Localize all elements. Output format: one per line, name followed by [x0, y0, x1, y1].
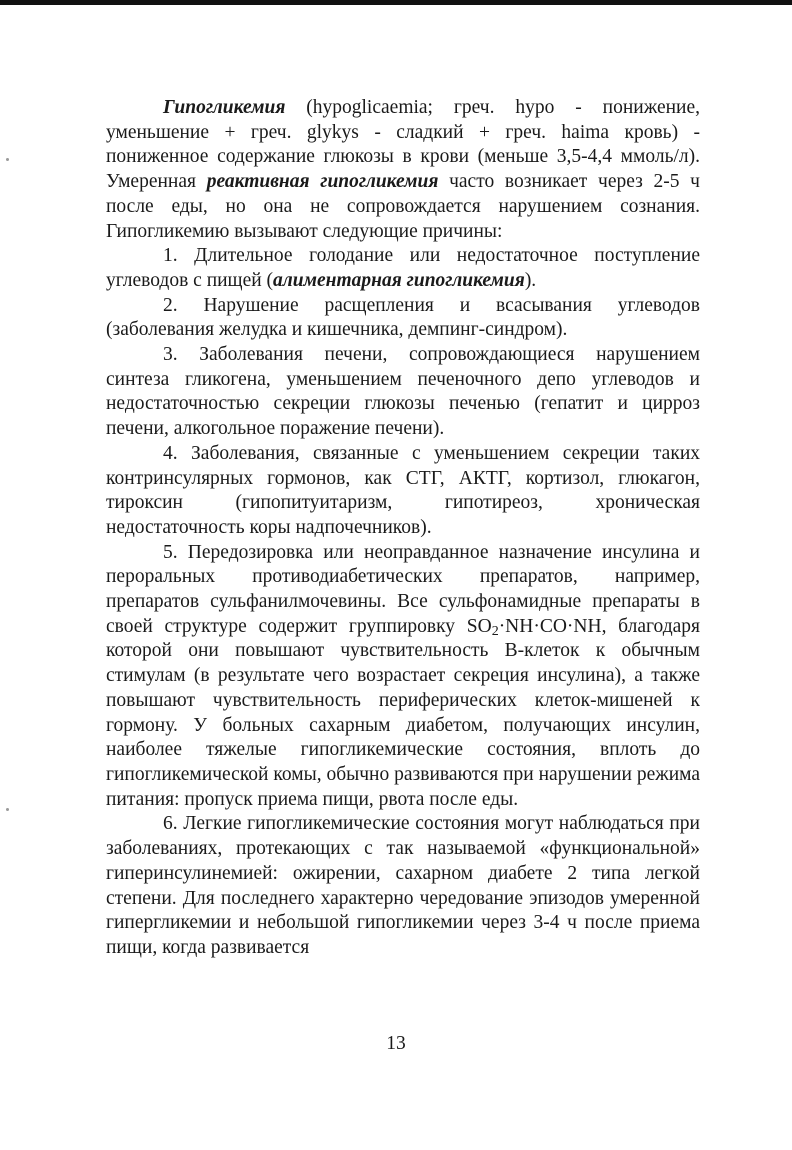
cause-item-4: 4. Заболевания, связанные с уменьшением секреции таких контринсулярных гормонов, как СТГ, АКТГ, кортизол, глюкагон, тироксин (гипопитуитаризм, гипотиреоз, хроническая недостаточность коры надпочечников). — [106, 442, 700, 538]
intro-text-2: часто возникает через 2-5 ч после еды, но она не сопровождается нарушением сознания. Гипогликемию вызывают следующие причины: — [106, 171, 700, 242]
cause-5-text-b: ·NH·CO·NH, благодаря которой они повышают чувствительность В-клеток к обычным стимулам (в результате чего возрастает секреция инсулина), а также повышают чувствительность периферических клеток-мишеней к гормону. У больных сахарным диабетом, получающих инсулин, наиболее тяжелые гипогликемические состояния, вплоть до гипогликемической комы, обычно развиваются при нарушении режима питания: пропуск приема пищи, рвота после еды. — [106, 615, 700, 810]
margin-speck — [6, 808, 9, 811]
margin-speck — [6, 158, 9, 161]
cause-item-6: 6. Легкие гипогликемические состояния могут наблюдаться при заболеваниях, протекающих с так называемой «функциональной» гиперинсулинемией: ожирении, сахарном диабете 2 типа легкой степени. Для последнего характерно чередование эпизодов умеренной гипергликемии и небольшой гипогликемии через 3-4 ч после приема пищи, когда развивается — [106, 813, 700, 958]
cause-1-text: 1. Длительное голодание или недостаточное поступление углеводов с пищей ( — [106, 245, 700, 291]
cause-item-5 — [106, 541, 700, 813]
document-body — [106, 96, 700, 961]
cause-5-text-a: 5. Передозировка или неоправданное назначение инсулина и пероральных противодиабетических препаратов, например, препаратов сульфанилмочевины. Все сульфонамидные препараты в своей структуре содержит группировку SO — [106, 541, 700, 637]
term-reactive-hypoglycemia: реактивная гипогликемия — [206, 171, 439, 193]
cause-1-end: ). — [524, 269, 537, 291]
cause-item-2: 2. Нарушение расщепления и всасывания углеводов (заболевания желудка и кишечника, демпинг-синдром). — [106, 294, 700, 341]
page-number: 13 — [386, 1033, 406, 1054]
intro-paragraph — [106, 96, 700, 244]
cause-item-3: 3. Заболевания печени, сопровождающиеся нарушением синтеза гликогена, уменьшением печеночного депо углеводов и недостаточностью секреции глюкозы печенью (гепатит и цирроз печени, алкогольное поражение печени). — [106, 344, 700, 440]
term-alimentary-hypoglycemia: алиментарная гипогликемия — [273, 269, 525, 291]
subscript-2: 2 — [491, 623, 499, 639]
cause-item-1 — [106, 244, 700, 293]
intro-text-1: (hypoglicaemia; греч. hypo - понижение, уменьшение + греч. glykys - сладкий + греч. haima кровь) - пониженное содержание глюкозы в крови (меньше 3,5-4,4 ммоль/л). Умеренная — [106, 97, 700, 193]
scan-edge-shadow — [0, 0, 792, 5]
term-hypoglycemia: Гипогликемия — [163, 97, 286, 118]
